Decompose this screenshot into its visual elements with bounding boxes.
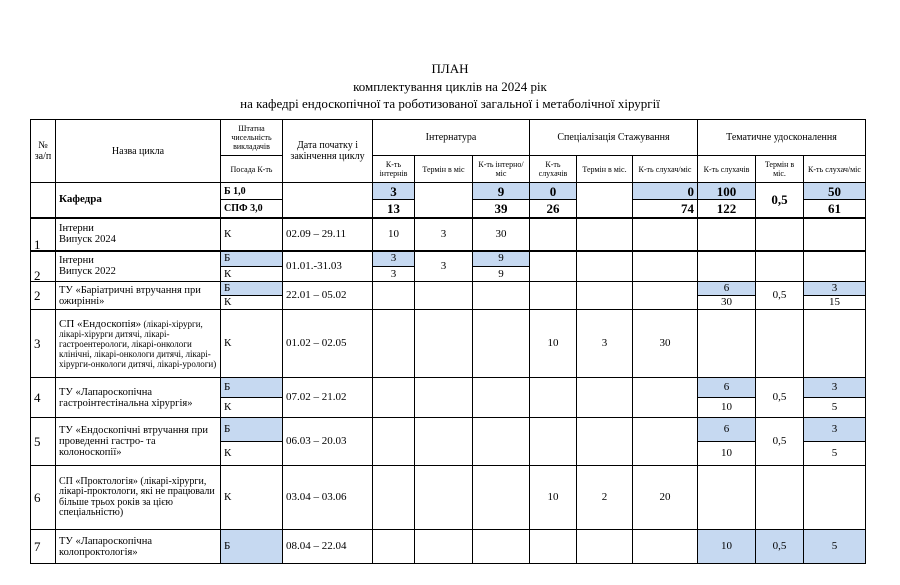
kafedra-tem-rate-top: 50 bbox=[804, 183, 866, 200]
cycle-name: ТУ «Лапароскопічна гастроінтестінальна хірургія» bbox=[56, 378, 221, 418]
position-k: К bbox=[221, 442, 283, 466]
cycle-name: Інтерни Випуск 2024 bbox=[56, 218, 221, 251]
kafedra-tem-rate-bottom: 61 bbox=[804, 200, 866, 218]
sub-int-term: Термін в міс bbox=[415, 156, 473, 183]
cycle-dates: 06.03 – 20.03 bbox=[283, 418, 373, 466]
sub-tem-count: К-ть слухачів bbox=[698, 156, 756, 183]
kafedra-int-count-top: 3 bbox=[373, 183, 415, 200]
plan-title: ПЛАН bbox=[431, 61, 469, 76]
sub-tem-term: Термін в міс. bbox=[756, 156, 804, 183]
kafedra-tem-count-top: 100 bbox=[698, 183, 756, 200]
cycle-dates: 03.04 – 03.06 bbox=[283, 466, 373, 530]
int-count-k: 3 bbox=[373, 267, 415, 282]
department-title: на кафедрі ендоскопічної та роботизованої загальної і метаболічної хірургії bbox=[240, 96, 660, 111]
tem-term: 0,5 bbox=[756, 378, 804, 418]
tem-rate-b: 3 bbox=[804, 418, 866, 442]
sub-spec-per-month: К-ть слухач/міс bbox=[633, 156, 698, 183]
int-term: 3 bbox=[415, 251, 473, 282]
row-num: 3 bbox=[31, 310, 56, 378]
spec-term: 2 bbox=[577, 466, 633, 530]
table-row bbox=[31, 218, 866, 251]
sub-tem-per-month: К-ть слухач/міс bbox=[804, 156, 866, 183]
table-row bbox=[31, 418, 866, 442]
kafedra-int-rate-bottom: 39 bbox=[473, 200, 530, 218]
kafedra-b: Б 1,0 bbox=[221, 183, 283, 200]
cycle-name: СП «Ендоскопія» (лікарі-хірурги, лікарі-хірурги дитячі, лікарі-гастроентерологи, лікарі-онкологи клінічні, лікарі-онкологи дитячі, лікарі-хірурги-онкологи дитячі, лікарі-урологи) bbox=[56, 310, 221, 378]
table-row bbox=[31, 183, 866, 200]
cycle-dates: 08.04 – 22.04 bbox=[283, 530, 373, 564]
row-num: 6 bbox=[31, 466, 56, 530]
spec-rate: 20 bbox=[633, 466, 698, 530]
tem-rate: 5 bbox=[804, 530, 866, 564]
cycle-dates: 22.01 – 05.02 bbox=[283, 282, 373, 310]
int-rate-k: 9 bbox=[473, 267, 530, 282]
int-rate-b: 9 bbox=[473, 251, 530, 267]
table-row bbox=[31, 251, 866, 267]
tem-rate-k: 5 bbox=[804, 442, 866, 466]
kafedra-spec-rate-top: 0 bbox=[633, 183, 698, 200]
position-b: Б bbox=[221, 418, 283, 442]
kafedra-label: Кафедра bbox=[56, 183, 221, 218]
table-row bbox=[31, 282, 866, 296]
cycle-dates: 07.02 – 21.02 bbox=[283, 378, 373, 418]
kafedra-spf: СПФ 3,0 bbox=[221, 200, 283, 218]
table-row bbox=[31, 378, 866, 398]
cycle-dates: 02.09 – 29.11 bbox=[283, 218, 373, 251]
thematic-header: Тематичне удосконалення bbox=[698, 120, 866, 156]
row-num: 2 bbox=[31, 282, 56, 310]
tem-count-b: 6 bbox=[698, 418, 756, 442]
int-count-b: 3 bbox=[373, 251, 415, 267]
tem-count: 10 bbox=[698, 530, 756, 564]
int-count: 10 bbox=[373, 218, 415, 251]
position: К bbox=[221, 218, 283, 251]
table-row bbox=[31, 466, 866, 530]
position-b: Б bbox=[221, 378, 283, 398]
table-row bbox=[31, 530, 866, 564]
col-position-header: Посада К-ть bbox=[221, 156, 283, 183]
position-b: Б bbox=[221, 251, 283, 267]
cycle-name: СП «Проктологія» (лікарі-хірурги, лікарі-проктологи, які не працювали більше трьох років за цією спеціальністю) bbox=[56, 466, 221, 530]
sub-spec-term: Термін в міс. bbox=[577, 156, 633, 183]
row-num: 4 bbox=[31, 378, 56, 418]
internship-header: Інтернатура bbox=[373, 120, 530, 156]
spec-count: 10 bbox=[530, 310, 577, 378]
cycle-dates: 01.01.-31.03 bbox=[283, 251, 373, 282]
kafedra-tem-count-bottom: 122 bbox=[698, 200, 756, 218]
tem-rate-k: 15 bbox=[804, 296, 866, 310]
tem-count-b: 6 bbox=[698, 378, 756, 398]
position-k: К bbox=[221, 267, 283, 282]
kafedra-tem-term: 0,5 bbox=[756, 183, 804, 218]
tem-count-k: 30 bbox=[698, 296, 756, 310]
position: К bbox=[221, 310, 283, 378]
int-term: 3 bbox=[415, 218, 473, 251]
tem-rate-b: 3 bbox=[804, 282, 866, 296]
sub-spec-count: К-ть слухачів bbox=[530, 156, 577, 183]
spec-rate: 30 bbox=[633, 310, 698, 378]
tem-count-k: 10 bbox=[698, 442, 756, 466]
tem-rate-k: 5 bbox=[804, 398, 866, 418]
tem-count-b: 6 bbox=[698, 282, 756, 296]
cycle-name: ТУ «Баріатричні втручання при ожирінні» bbox=[56, 282, 221, 310]
position-k: К bbox=[221, 398, 283, 418]
row-num: 2 bbox=[31, 251, 56, 282]
plan-table bbox=[30, 119, 866, 564]
spec-term: 3 bbox=[577, 310, 633, 378]
col-num-header: № за/п bbox=[31, 120, 56, 183]
kafedra-int-count-bottom: 13 bbox=[373, 200, 415, 218]
specialization-header: Спеціалізація Стажування bbox=[530, 120, 698, 156]
row-num: 5 bbox=[31, 418, 56, 466]
col-name-header: Назва цикла bbox=[56, 120, 221, 183]
kafedra-int-rate-top: 9 bbox=[473, 183, 530, 200]
position: К bbox=[221, 466, 283, 530]
row-num: 1 bbox=[31, 218, 56, 251]
cycle-name: ТУ «Лапароскопічна колопроктологія» bbox=[56, 530, 221, 564]
position-b: Б bbox=[221, 530, 283, 564]
sub-interns-count: К-ть інтернів bbox=[373, 156, 415, 183]
plan-subtitle: комплектування циклів на 2024 рік bbox=[353, 79, 547, 94]
tem-rate-b: 3 bbox=[804, 378, 866, 398]
position-b: Б bbox=[221, 282, 283, 296]
kafedra-spec-rate-bottom: 74 bbox=[633, 200, 698, 218]
tem-term: 0,5 bbox=[756, 530, 804, 564]
cycle-dates: 01.02 – 02.05 bbox=[283, 310, 373, 378]
cycle-name: ТУ «Ендоскопічні втручання при проведенні гастро- та колоноскопії» bbox=[56, 418, 221, 466]
kafedra-spec-count-bottom: 26 bbox=[530, 200, 577, 218]
position-k: К bbox=[221, 296, 283, 310]
tem-term: 0,5 bbox=[756, 418, 804, 466]
col-staff-header: Штатна чисельність викладачів bbox=[221, 120, 283, 156]
sub-interns-per-month: К-ть інтерно/міс bbox=[473, 156, 530, 183]
col-dates-header: Дата початку і закінчення циклу bbox=[283, 120, 373, 183]
tem-term: 0,5 bbox=[756, 282, 804, 310]
tem-count-k: 10 bbox=[698, 398, 756, 418]
cycle-name: Інтерни Випуск 2022 bbox=[56, 251, 221, 282]
kafedra-spec-count-top: 0 bbox=[530, 183, 577, 200]
row-num: 7 bbox=[31, 530, 56, 564]
table-row bbox=[31, 310, 866, 378]
spec-count: 10 bbox=[530, 466, 577, 530]
int-rate: 30 bbox=[473, 218, 530, 251]
